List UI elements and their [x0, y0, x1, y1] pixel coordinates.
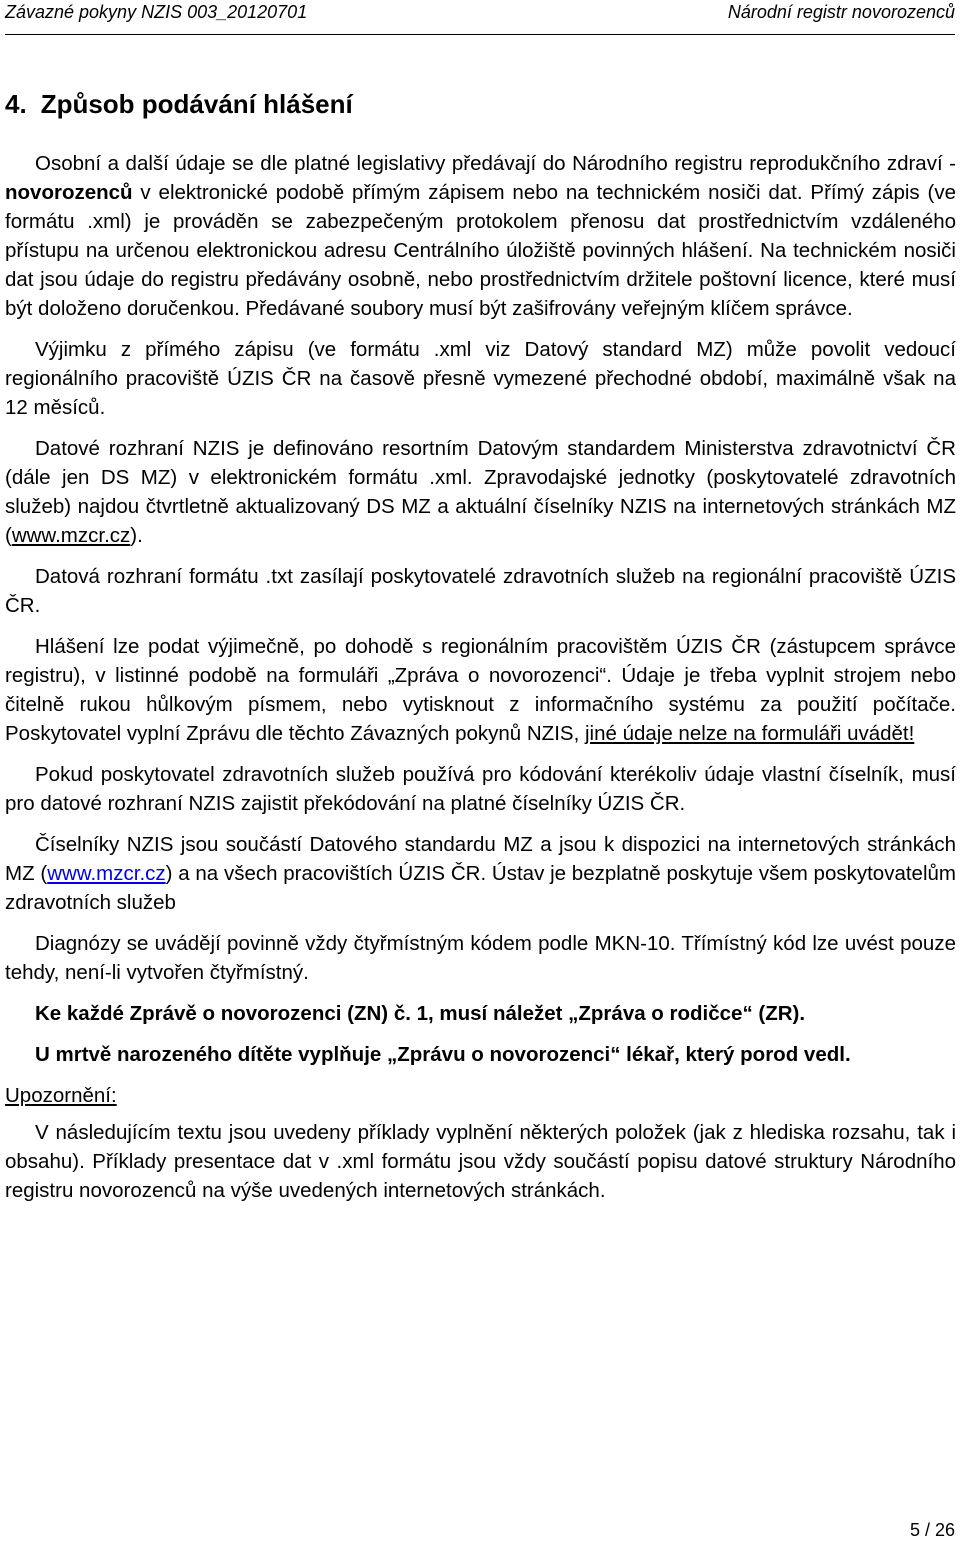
paragraph-data-interface: [5, 434, 956, 550]
paragraph-text: Číselníky NZIS jsou součástí Datového standardu MZ a jsou k dispozici na internetových stránkách MZ (: [5, 833, 956, 885]
paragraph-text: Hlášení lze podat výjimečně, po dohodě s regionálním pracovištěm ÚZIS ČR (zástupcem správce registru), v listinné podobě na formuláři „Zpráva o novorozenci“. Údaje je třeba vyplnit strojem nebo čitelně rukou hůlkovým písmem, nebo vytisknout z informačního systému za použití počítače. Poskytovatel vyplní Zprávu dle těchto Závazných pokynů NZIS,: [5, 635, 956, 745]
header-document-title: Závazné pokyny NZIS 003_20120701: [5, 2, 308, 22]
page-number: 5 / 26: [909, 1520, 955, 1540]
mzcr-link[interactable]: www.mzcr.cz: [11, 524, 131, 547]
note-label-paragraph: [5, 1081, 956, 1110]
note-label: Upozornění:: [5, 1084, 117, 1107]
paragraph-txt-interface: Datová rozhraní formátu .txt zasílají poskytovatelé zdravotních služeb na regionální pracoviště ÚZIS ČR.: [5, 565, 956, 617]
header-registry-name: Národní registr novorozenců: [727, 2, 955, 22]
paragraph-text: ).: [130, 524, 143, 547]
paragraph-code-lists: [5, 830, 956, 917]
underlined-warning: jiné údaje nelze na formuláři uvádět!: [584, 722, 915, 745]
paragraph-submission-methods: [5, 149, 956, 323]
paragraph-exception: Výjimku z přímého zápisu (ve formátu .xml viz Datový standard MZ) může povolit vedoucí regionálního pracoviště ÚZIS ČR na časově přesně vymezené přechodné období, maximálně však na 12 měsíců.: [5, 338, 956, 419]
section-title: Způsob podávání hlášení: [40, 89, 353, 119]
paragraph-diagnoses: Diagnózy se uvádějí povinně vždy čtyřmístným kódem podle MKN-10. Třímístný kód lze uvést pouze tehdy, není-li vytvořen čtyřmístný.: [5, 932, 956, 984]
paragraph-mother-report-requirement: Ke každé Zprávě o novorozenci (ZN) č. 1, musí náležet „Zpráva o rodičce“ (ZR).: [35, 1002, 806, 1025]
paragraph-text: v elektronické podobě přímým zápisem nebo na technickém nosiči dat. Přímý zápis (ve formátu .xml) je prováděn se zabezpečeným protokolem přenosu dat prostřednictvím vzdáleného přístupu na určenou elektronickou adresu Centrálního úložiště povinných hlášení. Na technickém nosiči dat jsou údaje do registru předávány osobně, nebo prostřednictvím držitele poštovní licence, které musí být doloženo doručenkou. Předávané soubory musí být zašifrovány veřejným klíčem správce.: [5, 181, 956, 320]
paragraph-text: Osobní a další údaje se dle platné legislativy předávají do Národního registru reprodukčního zdraví -: [35, 152, 956, 175]
document-body: [5, 84, 956, 1217]
paragraph-stillbirth-rule: U mrtvě narozeného dítěte vyplňuje „Zprávu o novorozenci“ lékař, který porod vedl.: [35, 1043, 851, 1066]
section-heading: [5, 84, 956, 124]
paragraph-code-translation: Pokud poskytovatel zdravotních služeb používá pro kódování kterékoliv údaje vlastní číselník, musí pro datové rozhraní NZIS zajistit překódování na platné číselníky ÚZIS ČR.: [5, 763, 956, 815]
section-number: 4.: [5, 89, 27, 119]
paragraph-paper-form: [5, 632, 956, 748]
paragraph-text: Datové rozhraní NZIS je definováno resortním Datovým standardem Ministerstva zdravotnictví ČR (dále jen DS MZ) v elektronickém formátu .xml. Zpravodajské jednotky (poskytovatelé zdravotních služeb) najdou čtvrtletně aktualizovaný DS MZ a aktuální číselníky NZIS na internetových stránkách MZ (: [5, 437, 956, 547]
page-header: [5, 0, 955, 35]
bold-term-novorozencu: novorozenců: [5, 181, 133, 204]
mzcr-hyperlink[interactable]: www.mzcr.cz: [47, 862, 166, 885]
paragraph-examples: V následujícím textu jsou uvedeny příklady vyplnění některých položek (jak z hlediska rozsahu, tak i obsahu). Příklady presentace dat v .xml formátu jsou vždy součástí popisu datové struktury Národního registru novorozenců na výše uvedených internetových stránkách.: [5, 1121, 956, 1202]
paragraph-text: ) a na všech pracovištích ÚZIS ČR. Ústav je bezplatně poskytuje všem poskytovatelům zdravotních služeb: [5, 862, 956, 914]
